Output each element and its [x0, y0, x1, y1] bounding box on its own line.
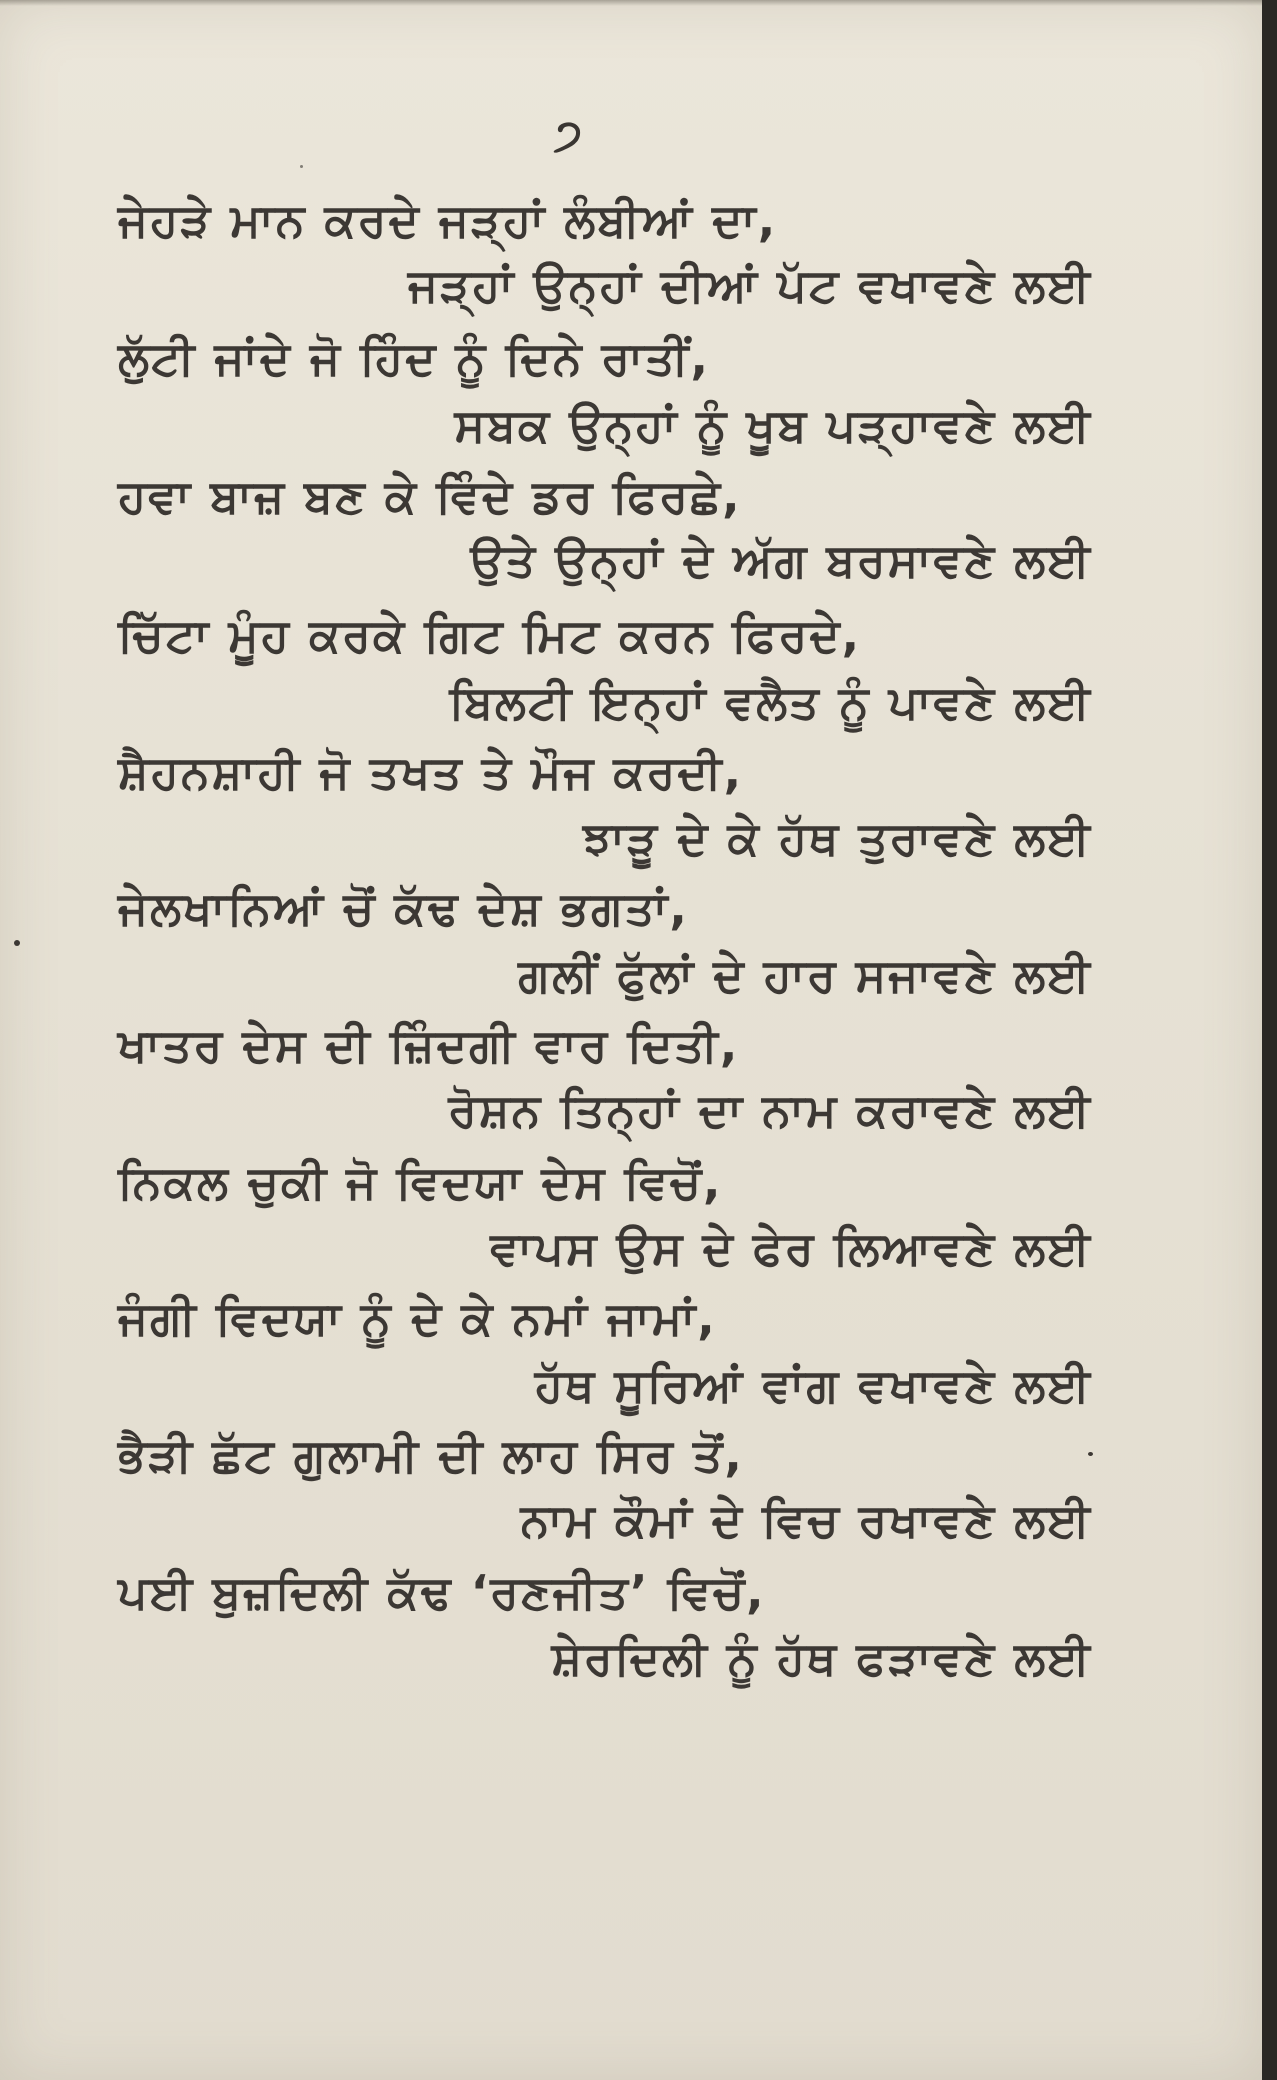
paper-speck: [14, 940, 20, 946]
page-top-shadow: [0, 0, 1262, 6]
verse-line-9: ਸ਼ੈਹਨਸ਼ਾਹੀ ਜੋ ਤਖਤ ਤੇ ਮੌਜ ਕਰਦੀ,: [118, 745, 744, 799]
verse-line-2: ਜੜ੍ਹਾਂ ਉਨ੍ਹਾਂ ਦੀਆਂ ਪੱਟ ਵਖਾਵਣੇ ਲਈ: [408, 258, 1092, 312]
verse-line-15: ਨਿਕਲ ਚੁਕੀ ਜੋ ਵਿਦਯਾ ਦੇਸ ਵਿਚੋਂ,: [118, 1155, 723, 1209]
paper-speck: [300, 165, 303, 168]
verse-line-21: ਪਈ ਬੁਜ਼ਦਿਲੀ ਕੱਢ ‘ਰਣਜੀਤ’ ਵਿਚੋਂ,: [118, 1565, 766, 1619]
verse-line-1: ਜੇਹੜੇ ਮਾਨ ਕਰਦੇ ਜੜ੍ਹਾਂ ਲੰਬੀਆਂ ਦਾ,: [118, 193, 778, 247]
verse-line-11: ਜੇਲਖਾਨਿਆਂ ਚੋਂ ਕੱਢ ਦੇਸ਼ ਭਗਤਾਂ,: [118, 881, 689, 935]
verse-line-13: ਖਾਤਰ ਦੇਸ ਦੀ ਜ਼ਿੰਦਗੀ ਵਾਰ ਦਿਤੀ,: [118, 1018, 740, 1072]
verse-line-4: ਸਬਕ ਉਨ੍ਹਾਂ ਨੂੰ ਖੂਬ ਪੜ੍ਹਾਵਣੇ ਲਈ: [454, 398, 1092, 452]
verse-line-3: ਲੁੱਟੀ ਜਾਂਦੇ ਜੋ ਹਿੰਦ ਨੂੰ ਦਿਨੇ ਰਾਤੀਂ,: [118, 331, 710, 385]
page-edge-shadow: [1262, 0, 1277, 2080]
page-number: ੭: [553, 110, 583, 161]
paper-speck: [1088, 1452, 1093, 1456]
verse-line-10: ਝਾੜੂ ਦੇ ਕੇ ਹੱਥ ਤੁਰਾਵਣੇ ਲਈ: [582, 811, 1092, 865]
verse-line-17: ਜੰਗੀ ਵਿਦਯਾ ਨੂੰ ਦੇ ਕੇ ਨਮਾਂ ਜਾਮਾਂ,: [118, 1291, 717, 1345]
verse-line-14: ਰੋਸ਼ਨ ਤਿਨ੍ਹਾਂ ਦਾ ਨਾਮ ਕਰਾਵਣੇ ਲਈ: [448, 1083, 1092, 1137]
verse-line-18: ਹੱਥ ਸੂਰਿਆਂ ਵਾਂਗ ਵਖਾਵਣੇ ਲਈ: [534, 1358, 1092, 1412]
verse-line-22: ਸ਼ੇਰਦਿਲੀ ਨੂੰ ਹੱਥ ਫੜਾਵਣੇ ਲਈ: [551, 1631, 1092, 1685]
verse-line-6: ਉਤੇ ਉਨ੍ਹਾਂ ਦੇ ਅੱਗ ਬਰਸਾਵਣੇ ਲਈ: [470, 533, 1092, 587]
verse-line-16: ਵਾਪਸ ਉਸ ਦੇ ਫੇਰ ਲਿਆਵਣੇ ਲਈ: [490, 1221, 1092, 1275]
verse-line-8: ਬਿਲਟੀ ਇਨ੍ਹਾਂ ਵਲੈਤ ਨੂੰ ਪਾਵਣੇ ਲਈ: [449, 675, 1092, 729]
verse-line-5: ਹਵਾ ਬਾਜ਼ ਬਣ ਕੇ ਵਿੰਦੇ ਡਰ ਫਿਰਛੇ,: [118, 469, 742, 523]
verse-line-20: ਨਾਮ ਕੌਮਾਂ ਦੇ ਵਿਚ ਰਖਾਵਣੇ ਲਈ: [520, 1493, 1092, 1547]
verse-line-19: ਭੈੜੀ ਛੱਟ ਗੁਲਾਮੀ ਦੀ ਲਾਹ ਸਿਰ ਤੋਂ,: [118, 1428, 744, 1482]
verse-line-7: ਚਿੱਟਾ ਮੂੰਹ ਕਰਕੇ ਗਿਟ ਮਿਟ ਕਰਨ ਫਿਰਦੇ,: [118, 608, 862, 662]
verse-line-12: ਗਲੀਂ ਫੁੱਲਾਂ ਦੇ ਹਾਰ ਸਜਾਵਣੇ ਲਈ: [518, 948, 1092, 1002]
